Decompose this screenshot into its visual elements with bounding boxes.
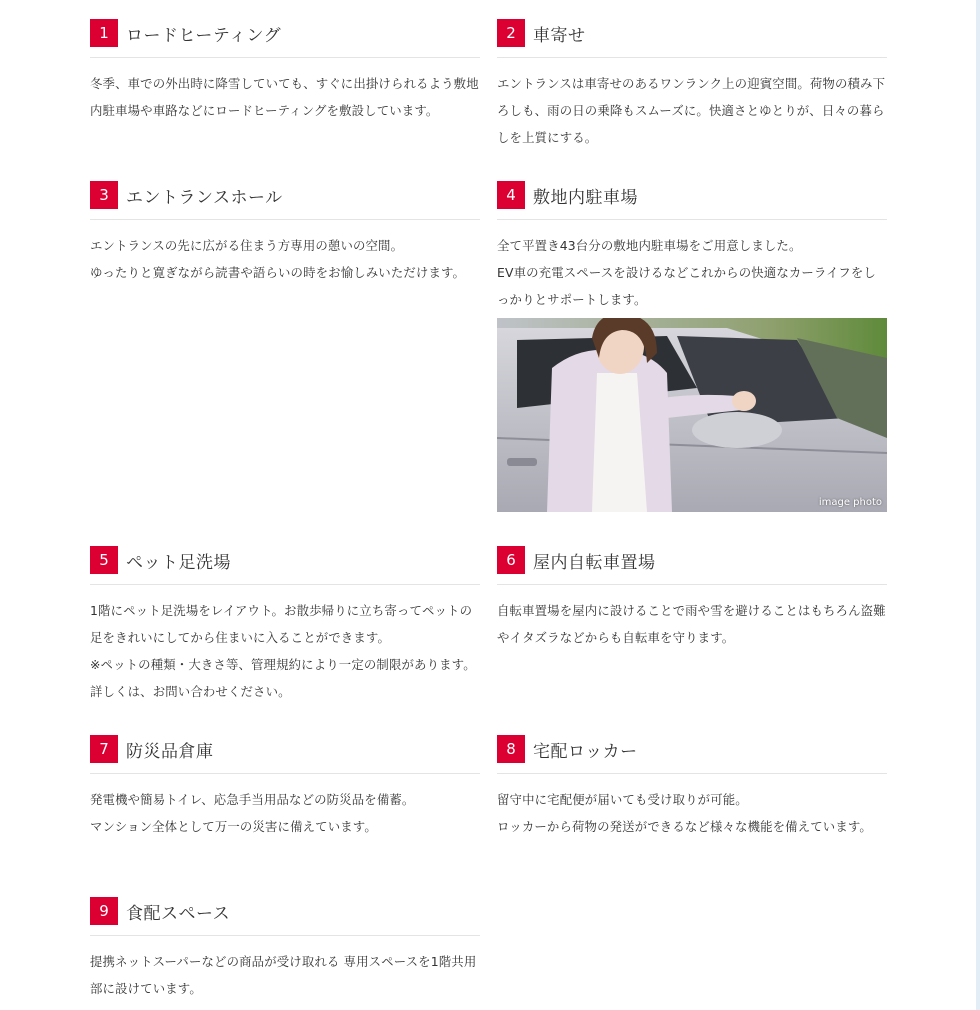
feature-number-badge: 7 [90, 735, 118, 763]
feature-disaster-storage [90, 735, 480, 840]
feature-entrance-hall [90, 181, 480, 286]
feature-title: ペット足洗場 [126, 552, 231, 573]
feature-delivery-locker [497, 735, 887, 840]
description-line: 全て平置き43台分の敷地内駐車場をご用意しました。 [497, 238, 802, 253]
feature-description [497, 786, 887, 840]
feature-number-badge: 8 [497, 735, 525, 763]
feature-header [90, 181, 480, 220]
feature-number-badge: 4 [497, 181, 525, 209]
description-line: 自転車置場を屋内に設けることで雨や雪を避けることはもちろん盗難やイタズラなどからも自転車を守ります。 [497, 603, 886, 645]
description-line: エントランスは車寄せのあるワンランク上の迎賓空間。荷物の積み下ろしも、雨の日の乗降もスムーズに。快適さとゆとりが、日々の暮らしを上質にする。 [497, 76, 886, 145]
feature-indoor-bicycle-parking [497, 546, 887, 651]
feature-description [497, 70, 887, 151]
description-line: 発電機や簡易トイレ、応急手当用品などの防災品を備蓄。 [90, 792, 415, 807]
feature-number-badge: 9 [90, 897, 118, 925]
description-line: エントランスの先に広がる住まう方専用の憩いの空間。 [90, 238, 404, 253]
feature-number-badge: 5 [90, 546, 118, 574]
feature-description [497, 597, 887, 651]
feature-number-badge: 2 [497, 19, 525, 47]
feature-description [497, 232, 887, 313]
feature-title: 屋内自転車置場 [533, 552, 656, 573]
feature-description [90, 70, 480, 124]
feature-number-badge: 3 [90, 181, 118, 209]
feature-header [90, 546, 480, 585]
description-line: 冬季、車での外出時に降雪していても、すぐに出掛けられるよう敷地内駐車場や車路などにロードヒーティングを敷設しています。 [90, 76, 479, 118]
feature-number-badge: 6 [497, 546, 525, 574]
description-line: ロッカーから荷物の発送ができるなど様々な機能を備えています。 [497, 819, 872, 834]
feature-pet-footbath [90, 546, 480, 705]
feature-title: 宅配ロッカー [533, 741, 638, 762]
feature-number-badge: 1 [90, 19, 118, 47]
feature-title: 車寄せ [533, 25, 586, 46]
description-line: 留守中に宅配便が届いても受け取りが可能。 [497, 792, 748, 807]
feature-header [90, 19, 480, 58]
feature-title: 敷地内駐車場 [533, 187, 638, 208]
feature-parking [497, 181, 887, 313]
parking-photo [497, 318, 887, 512]
description-line: 提携ネットスーパーなどの商品が受け取れる 専用スペースを1階共用部に設けています。 [90, 954, 477, 996]
feature-description [90, 232, 480, 286]
description-line: ※ペットの種類・大きさ等、管理規約により一定の制限があります。詳しくは、お問い合わせください。 [90, 657, 476, 699]
feature-header [497, 19, 887, 58]
description-line: EV車の充電スペースを設けるなどこれからの快適なカーライフをしっかりとサポートします。 [497, 265, 876, 307]
description-line: 1階にペット足洗場をレイアウト。お散歩帰りに立ち寄ってペットの足をきれいにしてから住まいに入ることができます。 [90, 603, 473, 645]
feature-food-delivery-space [90, 897, 480, 1002]
feature-header [497, 546, 887, 585]
feature-title: ロードヒーティング [126, 25, 282, 46]
feature-road-heating [90, 19, 480, 124]
feature-porte-cochere [497, 19, 887, 151]
feature-description [90, 948, 480, 1002]
photo-caption: image photo [818, 497, 882, 508]
woman-beside-car-illustration [497, 318, 887, 512]
feature-title: エントランスホール [126, 187, 283, 208]
feature-header [90, 735, 480, 774]
description-line: マンション全体として万一の災害に備えています。 [90, 819, 377, 834]
feature-description [90, 786, 480, 840]
description-line: ゆったりと寛ぎながら読書や語らいの時をお愉しみいただけます。 [90, 265, 466, 280]
page-edge [976, 0, 980, 1010]
feature-title: 食配スペース [126, 903, 231, 924]
feature-description [90, 597, 480, 705]
feature-header [497, 735, 887, 774]
feature-title: 防災品倉庫 [126, 741, 214, 762]
feature-header [90, 897, 480, 936]
feature-header [497, 181, 887, 220]
